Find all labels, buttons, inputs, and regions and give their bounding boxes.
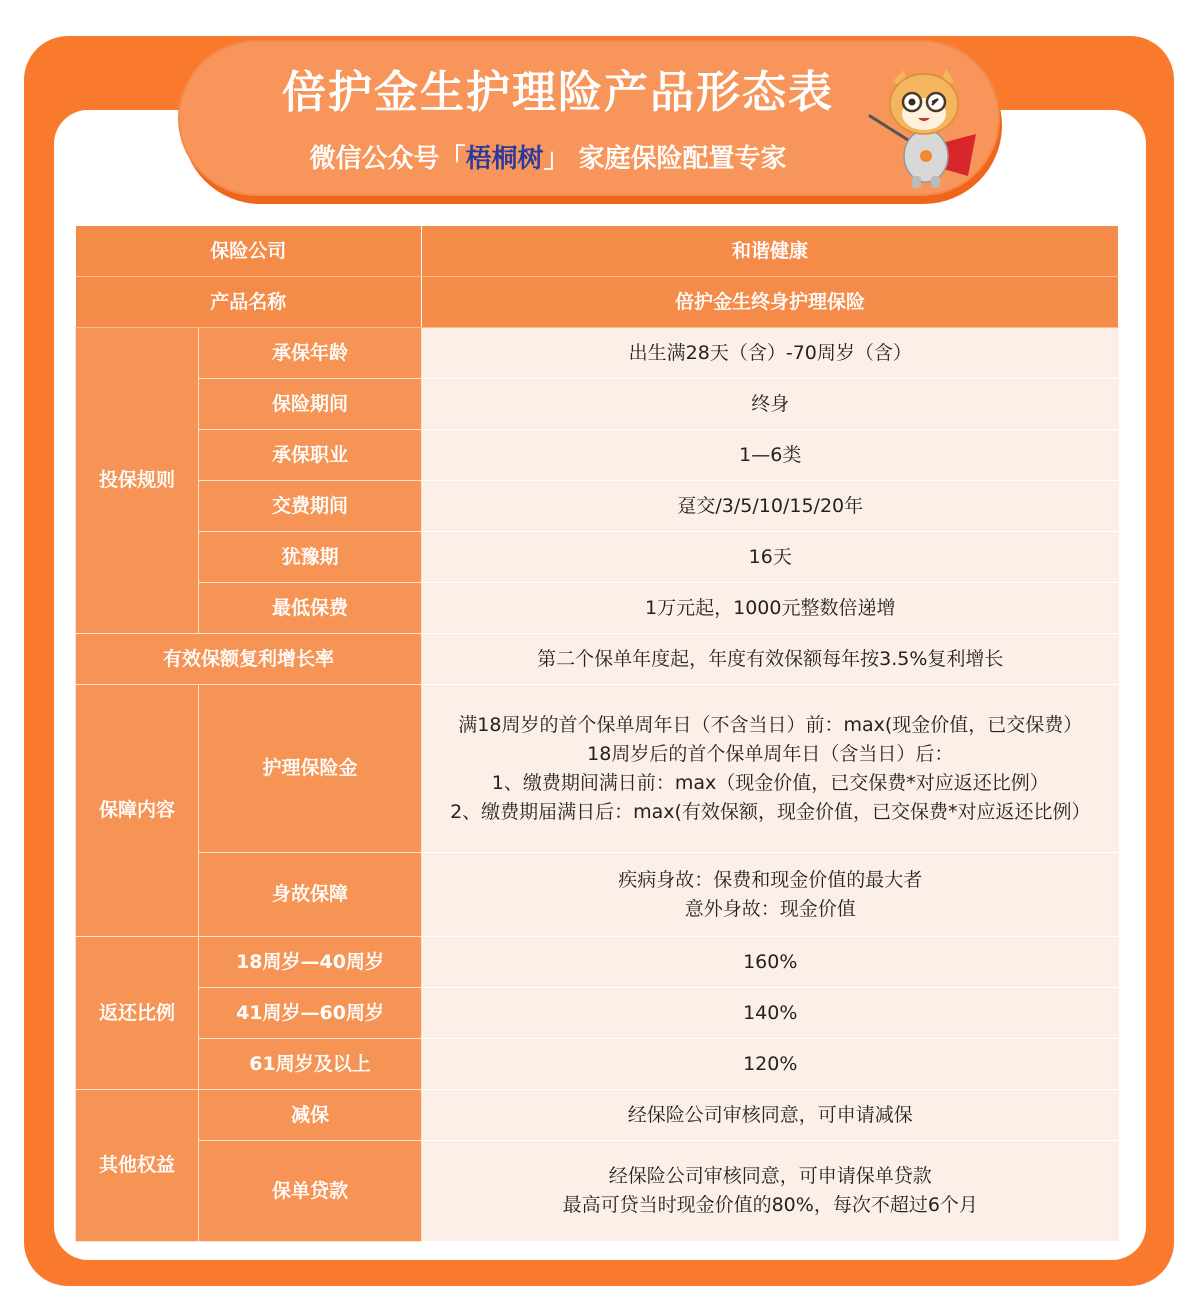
refund-ratio-value: 120% <box>422 1039 1119 1090</box>
loan-value <box>422 1141 1119 1242</box>
rule-label: 最低保费 <box>199 583 422 634</box>
product-label: 产品名称 <box>76 277 422 328</box>
loan-line: 最高可贷当时现金价值的80%，每次不超过6个月 <box>562 1194 978 1216</box>
rule-label: 保险期间 <box>199 379 422 430</box>
rule-label: 犹豫期 <box>199 532 422 583</box>
rule-label: 承保职业 <box>199 430 422 481</box>
loan-line: 经保险公司审核同意，可申请保单贷款 <box>608 1165 932 1187</box>
subtitle-prefix: 微信公众号「 <box>309 144 466 174</box>
table-row <box>76 1039 1119 1090</box>
refund-age-label: 61周岁及以上 <box>199 1039 422 1090</box>
page-subtitle <box>178 138 918 175</box>
refund-age-label: 41周岁—60周岁 <box>199 988 422 1039</box>
reduce-label: 减保 <box>199 1090 422 1141</box>
company-value: 和谐健康 <box>422 226 1119 277</box>
nursing-line: 1、缴费期间满日前：max（现金价值，已交保费*对应返还比例） <box>491 771 1049 794</box>
growth-label: 有效保额复利增长率 <box>76 634 422 685</box>
death-line: 疾病身故：保费和现金价值的最大者 <box>618 868 923 891</box>
rule-value: 16天 <box>422 532 1119 583</box>
rule-value: 趸交/3/5/10/15/20年 <box>422 481 1119 532</box>
table-row <box>76 328 1119 379</box>
nursing-benefit-value <box>422 685 1119 853</box>
refund-ratio-value: 160% <box>422 937 1119 988</box>
death-line: 意外身故：现金价值 <box>684 897 856 920</box>
rule-value: 出生满28天（含）-70周岁（含） <box>422 328 1119 379</box>
subtitle-suffix: 」 家庭保险配置专家 <box>543 144 787 174</box>
rules-group-label: 投保规则 <box>76 328 199 634</box>
reduce-value: 经保险公司审核同意，可申请减保 <box>422 1090 1119 1141</box>
growth-value: 第二个保单年度起，年度有效保额每年按3.5%复利增长 <box>422 634 1119 685</box>
coverage-group-label: 保障内容 <box>76 685 199 937</box>
refund-age-label: 18周岁—40周岁 <box>199 937 422 988</box>
table-row <box>76 583 1119 634</box>
refund-group-label: 返还比例 <box>76 937 199 1090</box>
table-row <box>76 226 1119 277</box>
page-title: 倍护金生护理险产品形态表 <box>282 67 834 118</box>
table-row <box>76 481 1119 532</box>
product-spec-table <box>75 226 1119 1242</box>
subtitle-highlight: 梧桐树 <box>465 144 544 174</box>
table-row <box>76 937 1119 988</box>
nursing-line: 2、缴费期届满日后：max(有效保额，现金价值，已交保费*对应返还比例） <box>450 800 1091 823</box>
table-row <box>76 430 1119 481</box>
table-row <box>76 532 1119 583</box>
rule-value: 1万元起，1000元整数倍递增 <box>422 583 1119 634</box>
mascot-icon <box>868 64 988 190</box>
other-group-label: 其他权益 <box>76 1090 199 1242</box>
table-row <box>76 634 1119 685</box>
nursing-benefit-label: 护理保险金 <box>199 685 422 853</box>
refund-ratio-value: 140% <box>422 988 1119 1039</box>
table-row <box>76 277 1119 328</box>
table-row <box>76 1141 1119 1242</box>
loan-label: 保单贷款 <box>199 1141 422 1242</box>
table-row <box>76 379 1119 430</box>
table-row <box>76 988 1119 1039</box>
nursing-line: 18周岁后的首个保单周年日（含当日）后： <box>587 742 954 765</box>
rule-label: 交费期间 <box>199 481 422 532</box>
nursing-line: 满18周岁的首个保单周年日（不含当日）前：max(现金价值，已交保费） <box>458 713 1083 736</box>
death-benefit-label: 身故保障 <box>199 853 422 937</box>
table-row <box>76 685 1119 853</box>
table-row <box>76 1090 1119 1141</box>
company-label: 保险公司 <box>76 226 422 277</box>
table-row <box>76 853 1119 937</box>
rule-value: 1—6类 <box>422 430 1119 481</box>
rule-label: 承保年龄 <box>199 328 422 379</box>
rule-value: 终身 <box>422 379 1119 430</box>
product-value: 倍护金生终身护理保险 <box>422 277 1119 328</box>
death-benefit-value <box>422 853 1119 937</box>
